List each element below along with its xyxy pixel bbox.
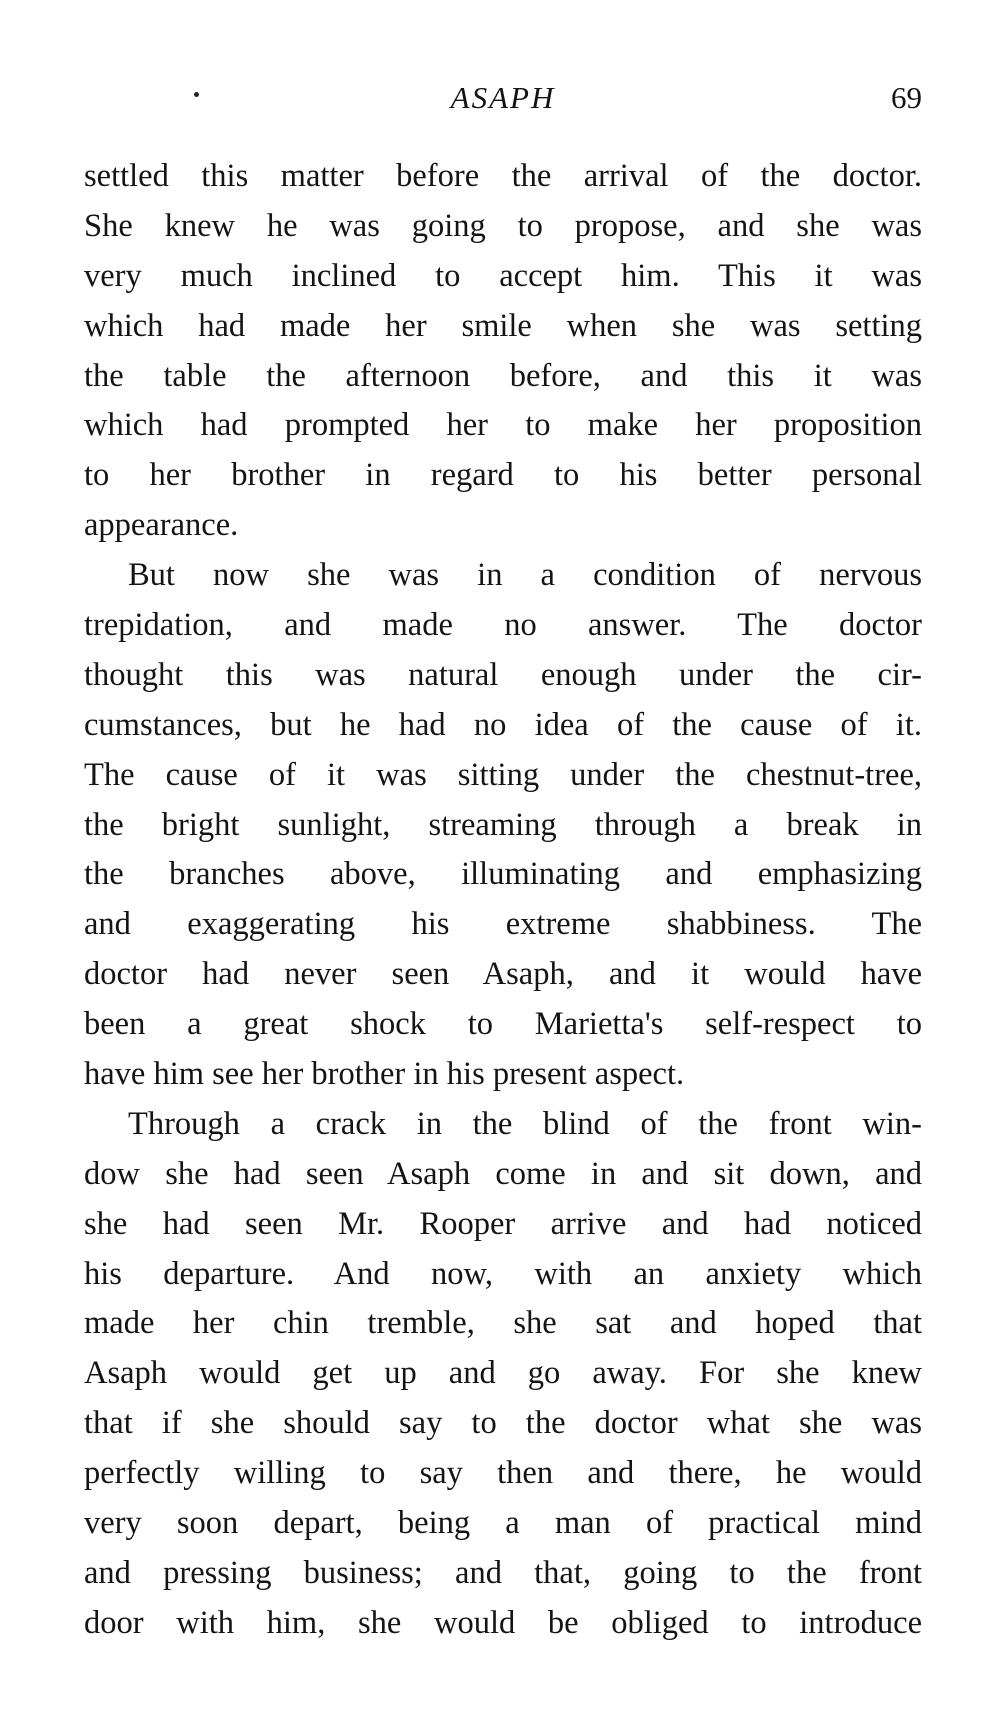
text-line: appearance. [84,507,239,544]
text-line: very soon depart, being a man of practical mind [84,1505,922,1542]
text-line: dow she had seen Asaph come in and sit down, and [84,1155,922,1192]
text-line: the branches above, illuminating and emphasizing [84,856,922,893]
text-line: been a great shock to Marietta's self-respect to [84,1006,922,1043]
text-line: thought this was natural enough under the cir- [84,656,922,693]
text-line: which had made her smile when she was setting [84,307,922,344]
text-line: which had prompted her to make her proposition [84,407,922,444]
text-line: But now she was in a condition of nervous [128,557,922,594]
text-line: his departure. And now, with an anxiety which [84,1255,922,1292]
text-line: perfectly willing to say then and there, he would [84,1455,922,1492]
text-line: cumstances, but he had no idea of the cause of it. [84,706,922,743]
text-line: doctor had never seen Asaph, and it would have [84,956,922,993]
paragraph [84,1100,922,1649]
body-text [84,152,922,1649]
text-line: and pressing business; and that, going to the front [84,1554,922,1591]
running-head [84,80,922,120]
text-line: She knew he was going to propose, and she was [84,207,922,244]
text-line: have him see her brother in his present aspect. [84,1056,685,1093]
text-line: The cause of it was sitting under the chestnut-tree, [84,756,922,793]
text-line: that if she should say to the doctor what she was [84,1405,922,1442]
text-line: to her brother in regard to his better personal [84,457,922,494]
text-line: trepidation, and made no answer. The doctor [84,607,922,644]
text-line: door with him, she would be obliged to introduce [84,1604,922,1641]
text-line: and exaggerating his extreme shabbiness. The [84,906,922,943]
text-line: the bright sunlight, streaming through a break in [84,806,922,843]
text-line: very much inclined to accept him. This it was [84,257,922,294]
text-line: settled this matter before the arrival of the doctor. [84,158,922,194]
page-number: 69 [891,80,922,115]
text-line: Asaph would get up and go away. For she knew [84,1355,922,1392]
text-line: she had seen Mr. Rooper arrive and had noticed [84,1205,922,1242]
text-line: made her chin tremble, she sat and hoped that [84,1305,922,1342]
paragraph [84,551,922,1100]
text-line: the table the afternoon before, and this it was [84,357,922,394]
paragraph [84,152,922,551]
text-line: Through a crack in the blind of the front win- [128,1105,922,1142]
running-head-title: ASAPH [450,80,556,115]
